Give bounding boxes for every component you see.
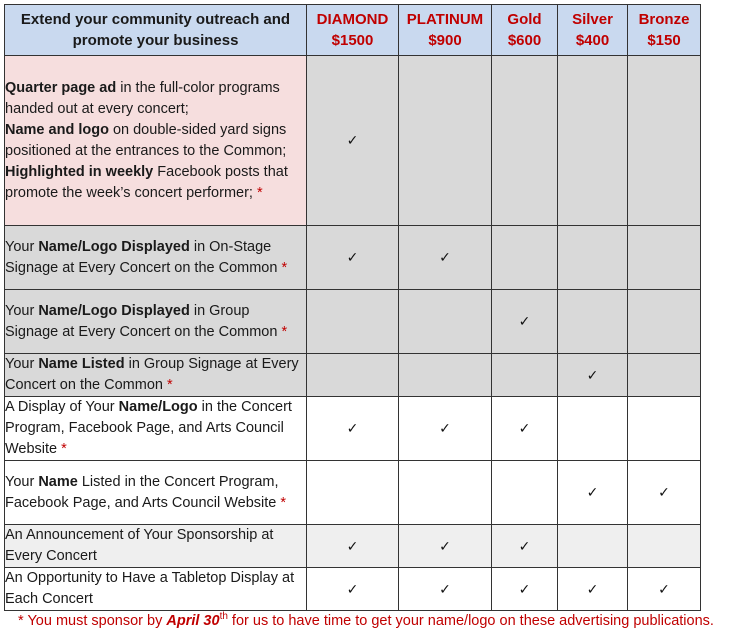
checkmark-icon: ✓ bbox=[439, 538, 451, 555]
table-row bbox=[5, 461, 701, 525]
empty-cell bbox=[399, 461, 492, 525]
tier-gold: Gold $600 bbox=[492, 5, 558, 56]
table-row bbox=[5, 397, 701, 461]
table-row bbox=[5, 525, 701, 568]
check-cell bbox=[628, 568, 701, 611]
checkmark-icon: ✓ bbox=[518, 421, 531, 437]
table-title: Extend your community outreach and promote your business bbox=[5, 5, 307, 56]
checkmark-icon: ✓ bbox=[439, 581, 451, 598]
empty-cell bbox=[307, 461, 399, 525]
benefit-description: A Display of Your Name/Logo in the Concert Program, Facebook Page, and Arts Council Website * bbox=[5, 397, 307, 461]
sponsorship-table bbox=[4, 4, 701, 611]
empty-cell bbox=[558, 226, 628, 290]
tier-silver: Silver $400 bbox=[558, 5, 628, 56]
benefit-description: Your Name/Logo Displayed in Group Signage at Every Concert on the Common * bbox=[5, 290, 307, 354]
check-cell bbox=[492, 290, 558, 354]
check-cell bbox=[307, 56, 399, 226]
checkmark-icon: ✓ bbox=[346, 250, 359, 266]
header-row bbox=[5, 5, 701, 56]
benefit-description: Quarter page ad in the full-color programs handed out at every concert; Name and logo on double-sided yard signs positioned at the entrances to the Common; Highlighted in weekly Facebook posts that promote the week’s concert performer; * bbox=[5, 56, 307, 226]
empty-cell bbox=[399, 56, 492, 226]
check-cell bbox=[399, 397, 492, 461]
empty-cell bbox=[558, 290, 628, 354]
table-row bbox=[5, 568, 701, 611]
table-row bbox=[5, 290, 701, 354]
empty-cell bbox=[558, 56, 628, 226]
benefit-description: An Opportunity to Have a Tabletop Display at Each Concert bbox=[5, 568, 307, 611]
benefit-description: Your Name Listed in Group Signage at Every Concert on the Common * bbox=[5, 354, 307, 397]
checkmark-icon: ✓ bbox=[346, 421, 359, 437]
empty-cell bbox=[492, 226, 558, 290]
empty-cell bbox=[628, 397, 701, 461]
check-cell bbox=[558, 354, 628, 397]
table-row bbox=[5, 56, 701, 226]
check-cell bbox=[307, 226, 399, 290]
checkmark-icon: ✓ bbox=[346, 581, 359, 598]
empty-cell bbox=[628, 226, 701, 290]
empty-cell bbox=[558, 397, 628, 461]
table-row bbox=[5, 354, 701, 397]
check-cell bbox=[558, 461, 628, 525]
checkmark-icon: ✓ bbox=[658, 581, 670, 598]
check-cell bbox=[399, 568, 492, 611]
checkmark-icon: ✓ bbox=[586, 581, 599, 598]
empty-cell bbox=[628, 56, 701, 226]
check-cell bbox=[558, 568, 628, 611]
checkmark-icon: ✓ bbox=[346, 133, 359, 149]
checkmark-icon: ✓ bbox=[518, 314, 531, 330]
empty-cell bbox=[307, 290, 399, 354]
checkmark-icon: ✓ bbox=[439, 421, 451, 437]
checkmark-icon: ✓ bbox=[658, 485, 670, 501]
empty-cell bbox=[558, 525, 628, 568]
check-cell bbox=[307, 568, 399, 611]
checkmark-icon: ✓ bbox=[586, 367, 599, 384]
check-cell bbox=[492, 397, 558, 461]
check-cell bbox=[492, 525, 558, 568]
empty-cell bbox=[492, 56, 558, 226]
check-cell bbox=[399, 525, 492, 568]
check-cell bbox=[307, 397, 399, 461]
empty-cell bbox=[492, 461, 558, 525]
check-cell bbox=[492, 568, 558, 611]
check-cell bbox=[399, 226, 492, 290]
empty-cell bbox=[628, 290, 701, 354]
empty-cell bbox=[628, 354, 701, 397]
benefit-description: An Announcement of Your Sponsorship at Every Concert bbox=[5, 525, 307, 568]
benefit-description: Your Name Listed in the Concert Program, Facebook Page, and Arts Council Website * bbox=[5, 461, 307, 525]
benefit-description: Your Name/Logo Displayed in On-Stage Signage at Every Concert on the Common * bbox=[5, 226, 307, 290]
empty-cell bbox=[399, 290, 492, 354]
empty-cell bbox=[399, 354, 492, 397]
tier-bronze: Bronze $150 bbox=[628, 5, 701, 56]
check-cell bbox=[307, 525, 399, 568]
checkmark-icon: ✓ bbox=[586, 485, 599, 501]
checkmark-icon: ✓ bbox=[518, 538, 531, 555]
deadline-footnote: * You must sponsor by April 30th for us to have time to get your name/logo on these advertising publications. bbox=[18, 611, 714, 629]
empty-cell bbox=[492, 354, 558, 397]
checkmark-icon: ✓ bbox=[346, 538, 359, 555]
checkmark-icon: ✓ bbox=[518, 581, 531, 598]
check-cell bbox=[628, 461, 701, 525]
tier-platinum: PLATINUM $900 bbox=[399, 5, 492, 56]
table-row bbox=[5, 226, 701, 290]
tier-diamond: DIAMOND $1500 bbox=[307, 5, 399, 56]
empty-cell bbox=[628, 525, 701, 568]
empty-cell bbox=[307, 354, 399, 397]
checkmark-icon: ✓ bbox=[439, 250, 451, 266]
